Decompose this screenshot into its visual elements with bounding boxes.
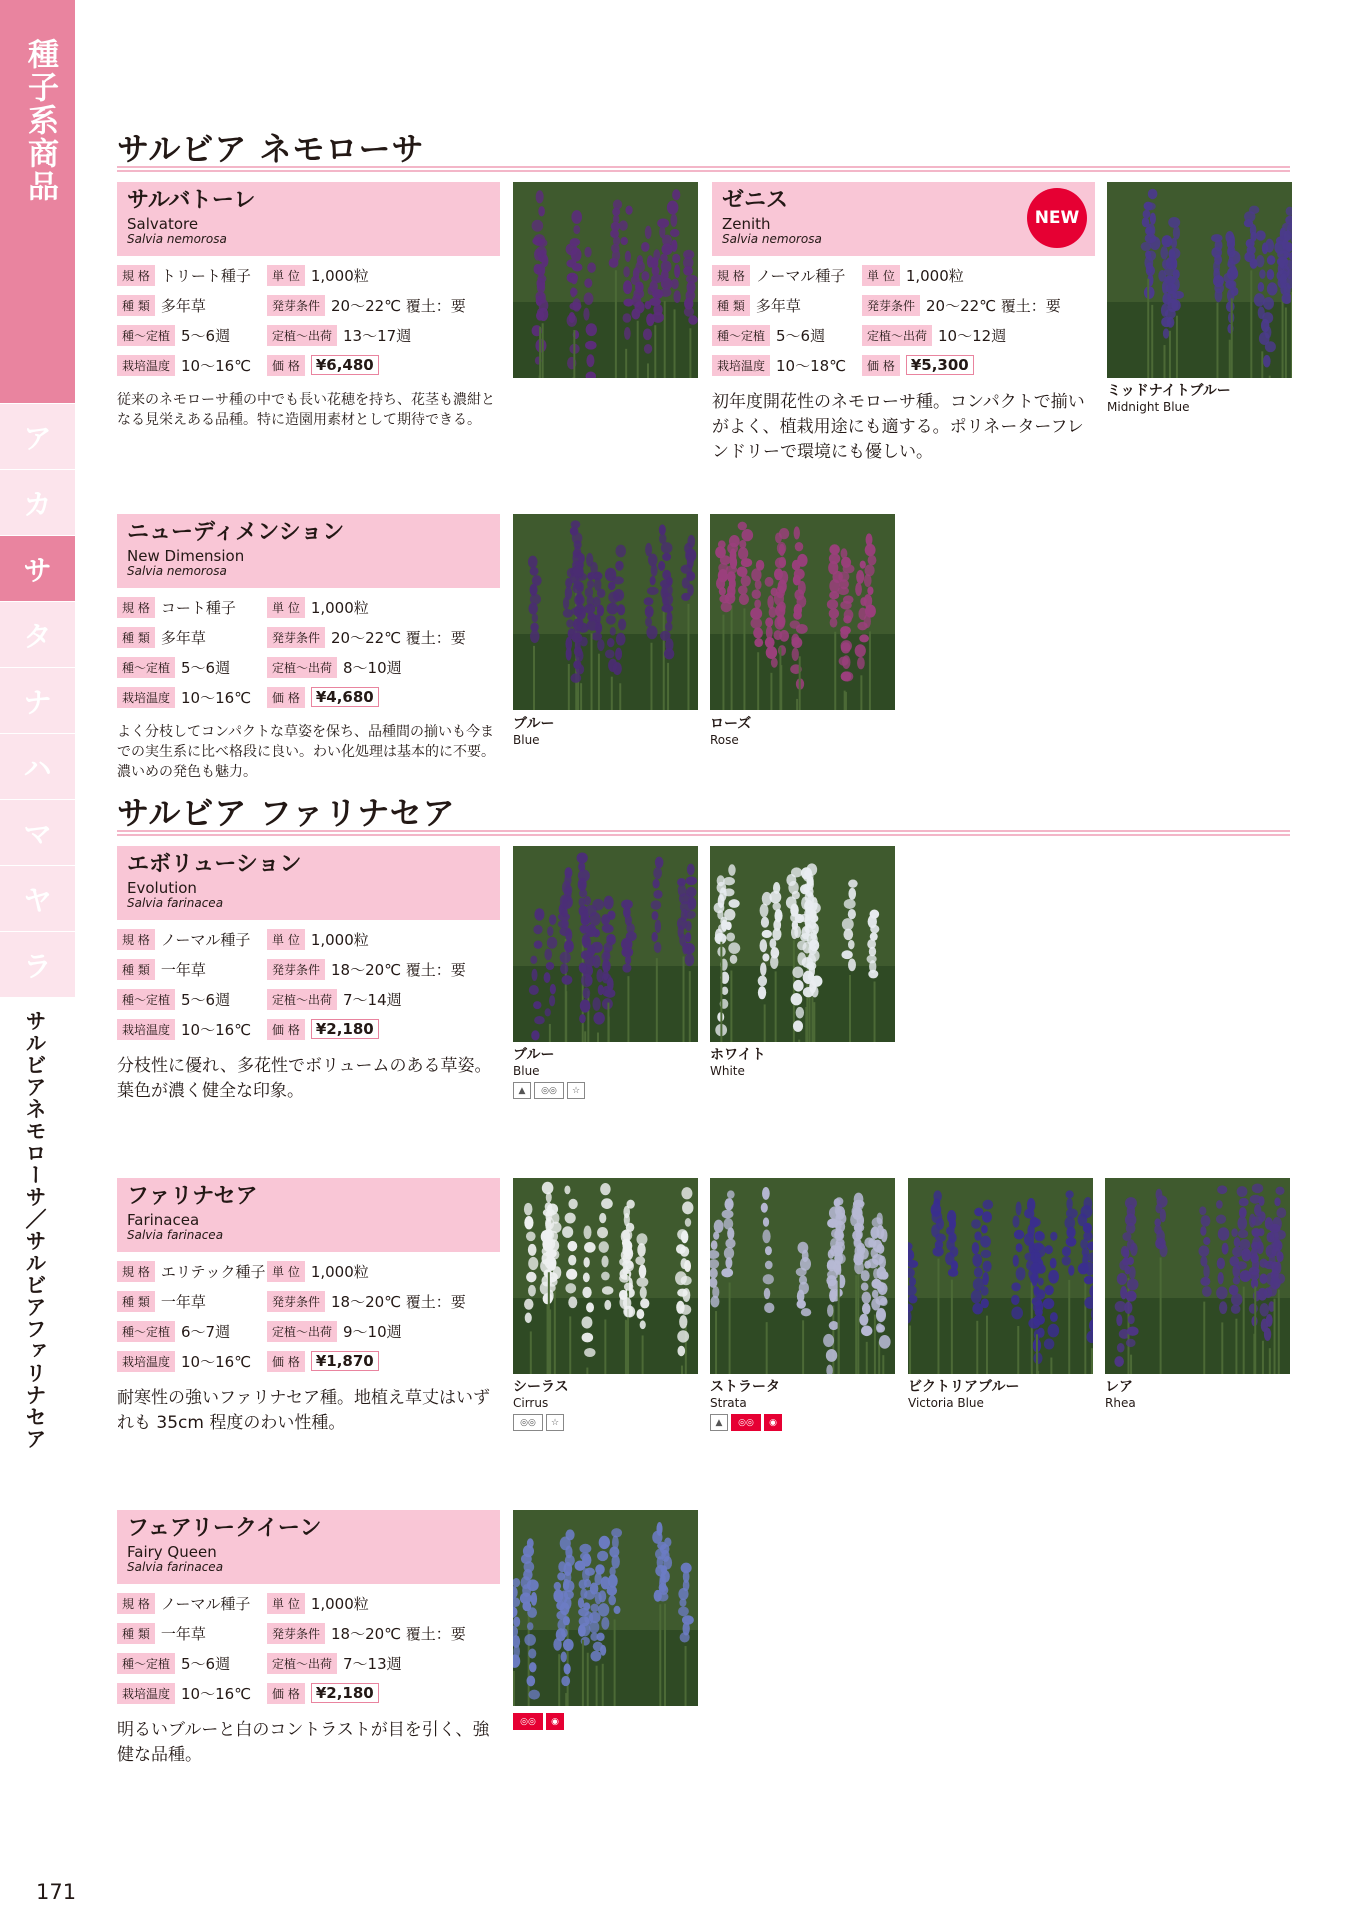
spec-value: ノーマル種子 [755,266,846,285]
spec-label: 発芽条件 [267,627,325,648]
flower-photo [1107,182,1292,378]
product-name-en: Fairy Queen [127,1543,217,1561]
spec-row [712,290,1095,320]
price-value: ¥4,680 [311,687,379,707]
spec-label: 種〜定植 [117,1653,175,1674]
spec-row [117,954,500,984]
spec-row [117,1014,500,1044]
spec-value: 8〜10週 [343,658,402,677]
product-latin-name: Salvia nemorosa [127,232,227,246]
spec-label: 単 位 [267,265,305,286]
spec-label: 発芽条件 [267,959,325,980]
spec-label: 定植〜出荷 [862,325,932,346]
product-name-jp: サルバトーレ [127,188,256,213]
spec-label: 種 類 [712,295,750,316]
spec-label: 発芽条件 [267,1623,325,1644]
spec-label: 栽培温度 [712,355,770,376]
spec-label: 価 格 [267,687,305,708]
product-description: 従来のネモローサ種の中でも長い花穂を持ち、花茎も濃紺となる見栄えある品種。特に造園用素材として期待できる。 [117,392,495,428]
spec-value: 1,000粒 [310,930,369,949]
spec-table [117,592,500,712]
product-name-en: New Dimension [127,547,245,565]
product-name-box [117,1178,500,1252]
product-name-box [117,1510,500,1584]
photo-caption: ホワイト White [710,1047,766,1078]
product-card [117,1510,500,1768]
spec-value: 20〜22℃ 覆土：要 [331,628,466,647]
spec-row [712,260,1095,290]
photo-caption [513,1710,703,1730]
product-name-box [117,846,500,920]
spec-row [117,984,500,1014]
photo-caption: ミッドナイトブルー Midnight Blue [1107,383,1231,414]
award-icon: ◎◎ [731,1414,761,1431]
flower-photo [513,1510,698,1706]
spec-label: 単 位 [862,265,900,286]
photo-caption: ブルー Blue [513,716,555,747]
spec-row [117,1678,500,1708]
spec-row [117,260,500,290]
product-latin-name: Salvia farinacea [127,1560,224,1574]
price-value: ¥6,480 [311,355,379,375]
award-icon: ◎◎ [534,1082,564,1099]
flower-photo [1105,1178,1290,1374]
spec-label: 種〜定植 [712,325,770,346]
index-sidebar [0,0,75,1920]
spec-value: 18〜20℃ 覆土：要 [331,960,466,979]
spec-value: 1,000粒 [310,266,369,285]
star-icon: ☆ [546,1414,564,1431]
award-marks [513,1082,703,1099]
category-tab[interactable] [0,0,75,403]
product-description: 明るいブルーと白のコントラストが目を引く、強健な品種。 [117,1720,490,1765]
product-name-jp: ゼニス [722,188,789,213]
spec-label: 単 位 [267,1593,305,1614]
kana-tab-ra[interactable]: ラ [0,931,75,997]
product-card [117,182,500,430]
spec-value: 5〜6週 [181,1654,231,1673]
kana-tab-ma[interactable]: マ [0,799,75,865]
spec-value: 10〜12週 [938,326,1007,345]
spec-value: 5〜6週 [181,326,231,345]
spec-label: 価 格 [862,355,900,376]
spec-value: 1,000粒 [310,1262,369,1281]
spec-row [117,1618,500,1648]
spec-row [117,592,500,622]
spec-row [117,350,500,380]
spec-label: 単 位 [267,1261,305,1282]
product-name-jp: ニューディメンション [127,520,345,545]
spec-value: 1,000粒 [905,266,964,285]
flower-photo [513,1178,698,1374]
spec-label: 規 格 [117,929,155,950]
spec-label: 定植〜出荷 [267,989,337,1010]
award-icon: ◎◎ [513,1713,543,1730]
product-description: よく分枝してコンパクトな草姿を保ち、品種間の揃いも今までの実生系に比べ格段に良い。わい化処理は基本的に不要。濃いめの発色も魅力。 [117,724,495,780]
kana-tab-ya[interactable]: ヤ [0,865,75,931]
spec-value: 20〜22℃ 覆土：要 [331,296,466,315]
product-name-en: Farinacea [127,1211,200,1229]
page-number: 171 [36,1880,77,1904]
flower-photo [710,1178,895,1374]
star-icon: ☆ [567,1082,585,1099]
spec-value: 多年草 [160,628,206,647]
product-name-box [712,182,1095,256]
spec-value: 13〜17週 [343,326,412,345]
spec-value: 18〜20℃ 覆土：要 [331,1292,466,1311]
photo-caption: シーラス Cirrus ◎◎ ☆ [513,1378,703,1431]
kana-tab-sa[interactable]: サ [0,535,75,601]
spec-value: 18〜20℃ 覆土：要 [331,1624,466,1643]
spec-value: 5〜6週 [181,658,231,677]
section-title-farinacea: サルビア ファリナセア [117,794,456,832]
spec-row [117,1286,500,1316]
spec-value: 9〜10週 [343,1322,402,1341]
photo-caption: レア Rhea [1105,1379,1136,1410]
spec-label: 栽培温度 [117,1019,175,1040]
kana-tab-ka[interactable]: カ [0,469,75,535]
spec-value: 6〜7週 [181,1322,231,1341]
photo-caption: ブルー Blue ▲ ◎◎ ☆ [513,1046,703,1099]
spec-label: 規 格 [117,1593,155,1614]
spec-label: 単 位 [267,597,305,618]
product-name-en: Evolution [127,879,197,897]
spec-value: 10〜16℃ [181,356,252,375]
spec-label: 定植〜出荷 [267,1321,337,1342]
product-name-box [117,182,500,256]
product-card [712,182,1095,465]
product-card [117,514,500,782]
spec-label: 発芽条件 [862,295,920,316]
spec-table [117,1256,500,1376]
spec-table [117,924,500,1044]
spec-value: 一年草 [160,960,206,979]
spec-label: 栽培温度 [117,1683,175,1704]
kana-tab-na[interactable]: ナ [0,667,75,733]
section-divider [117,166,1290,172]
kana-tab-ha[interactable]: ハ [0,733,75,799]
award-icon: ▲ [513,1082,531,1099]
spec-row [117,1256,500,1286]
spec-label: 価 格 [267,1351,305,1372]
spec-label: 栽培温度 [117,355,175,376]
product-name-box [117,514,500,588]
product-latin-name: Salvia farinacea [127,896,224,910]
section-divider [117,830,1290,836]
spec-row [117,1648,500,1678]
spec-value: トリート種子 [160,266,251,285]
spec-label: 規 格 [117,265,155,286]
section-title-nemorosa: サルビア ネモローサ [117,130,425,168]
spec-label: 種〜定植 [117,1321,175,1342]
spec-label: 種 類 [117,1623,155,1644]
spec-label: 規 格 [712,265,750,286]
spec-value: 一年草 [160,1292,206,1311]
spec-row [117,320,500,350]
price-value: ¥5,300 [906,355,974,375]
spec-label: 発芽条件 [267,295,325,316]
kana-tab-a[interactable]: ア [0,403,75,469]
spec-label: 規 格 [117,597,155,618]
spec-label: 種 類 [117,1291,155,1312]
product-latin-name: Salvia farinacea [127,1228,224,1242]
page-section-title: サルビアネモローサ／サルビアファリナセア [23,1010,47,1450]
photo-caption: ストラータ Strata ▲ ◎◎ ◉ [710,1378,900,1431]
product-name-jp: ファリナセア [127,1184,258,1209]
spec-label: 価 格 [267,1683,305,1704]
flower-photo [710,846,895,1042]
spec-label: 種 類 [117,959,155,980]
new-badge: NEW [1027,188,1087,248]
product-name-jp: フェアリークイーン [127,1516,322,1541]
spec-value: 1,000粒 [310,598,369,617]
spec-value: 7〜14週 [343,990,402,1009]
flower-photo [513,182,698,378]
spec-row [117,682,500,712]
product-latin-name: Salvia nemorosa [722,232,822,246]
spec-row [712,350,1095,380]
spec-label: 種〜定植 [117,325,175,346]
spec-label: 定植〜出荷 [267,1653,337,1674]
award-marks [710,1414,900,1431]
flower-photo [908,1178,1093,1374]
spec-table [712,260,1095,380]
spec-table [117,1588,500,1708]
product-latin-name: Salvia nemorosa [127,564,227,578]
category-label: 種子系商品 [22,38,58,203]
photo-caption: ビクトリアブルー Victoria Blue [908,1379,1020,1410]
spec-value: 一年草 [160,1624,206,1643]
spec-label: 単 位 [267,929,305,950]
product-description: 初年度開花性のネモローサ種。コンパクトで揃いがよく、植栽用途にも適する。ポリネーターフレンドリーで環境にも優しい。 [712,392,1085,462]
spec-label: 種 類 [117,627,155,648]
award-icon: ◉ [546,1713,564,1730]
price-value: ¥2,180 [311,1683,379,1703]
spec-value: 5〜6週 [776,326,826,345]
spec-value: 10〜16℃ [181,1352,252,1371]
product-name-jp: エボリューション [127,852,302,877]
spec-value: 多年草 [160,296,206,315]
spec-label: 発芽条件 [267,1291,325,1312]
spec-table [117,260,500,380]
spec-row [117,924,500,954]
spec-row [117,290,500,320]
product-card [117,846,500,1104]
award-icon: ◎◎ [513,1414,543,1431]
spec-value: 20〜22℃ 覆土：要 [926,296,1061,315]
spec-label: 種〜定植 [117,657,175,678]
product-card [117,1178,500,1436]
spec-value: ノーマル種子 [160,930,251,949]
spec-label: 定植〜出荷 [267,325,337,346]
spec-row [117,652,500,682]
spec-value: 1,000粒 [310,1594,369,1613]
spec-value: 多年草 [755,296,801,315]
flower-photo [513,514,698,710]
photo-caption: ローズ Rose [710,716,752,747]
kana-tab-ta[interactable]: タ [0,601,75,667]
spec-label: 栽培温度 [117,687,175,708]
spec-value: 5〜6週 [181,990,231,1009]
spec-row [117,1346,500,1376]
spec-row [712,320,1095,350]
spec-value: 7〜13週 [343,1654,402,1673]
spec-row [117,1316,500,1346]
spec-label: 種〜定植 [117,989,175,1010]
spec-label: 規 格 [117,1261,155,1282]
flower-photo [710,514,895,710]
product-description: 耐寒性の強いファリナセア種。地植え草丈はいずれも 35cm 程度のわい性種。 [117,1388,490,1433]
award-marks [513,1414,703,1431]
spec-value: ノーマル種子 [160,1594,251,1613]
spec-value: 10〜16℃ [181,1684,252,1703]
price-value: ¥1,870 [311,1351,379,1371]
spec-value: 10〜16℃ [181,1020,252,1039]
spec-row [117,622,500,652]
spec-value: 10〜16℃ [181,688,252,707]
product-name-en: Salvatore [127,215,199,233]
price-value: ¥2,180 [311,1019,379,1039]
spec-label: 栽培温度 [117,1351,175,1372]
spec-value: 10〜18℃ [776,356,847,375]
award-icon: ▲ [710,1414,728,1431]
spec-label: 種 類 [117,295,155,316]
flower-photo [513,846,698,1042]
spec-row [117,1588,500,1618]
award-icon: ◉ [764,1414,782,1431]
spec-value: コート種子 [160,598,236,617]
product-description: 分枝性に優れ、多花性でボリュームのある草姿。葉色が濃く健全な印象。 [117,1056,492,1101]
spec-value: エリテック種子 [160,1262,266,1281]
spec-label: 価 格 [267,1019,305,1040]
award-marks [513,1713,703,1730]
spec-label: 定植〜出荷 [267,657,337,678]
product-name-en: Zenith [722,215,771,233]
spec-label: 価 格 [267,355,305,376]
